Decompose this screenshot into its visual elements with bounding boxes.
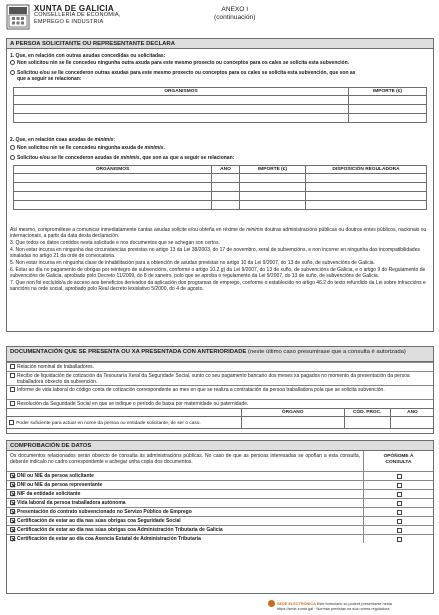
checkbox[interactable] [10,364,15,369]
declaration-item-7: 7. Que non foi excluído/a do acceso aos beneficios derivados da aplicación dos programas de emprego, conforme o establecido no artigo 46.2 do texto refundido da Lei sobre infraccións e sancións na orde social, aprobado polo Real decreto lexislativo 5/2000, do 4 de agosto. [10,280,426,292]
declaration-text [10,227,430,293]
cell-input[interactable] [349,105,427,114]
oppose-checkbox[interactable] [397,474,402,479]
checked-icon [10,518,15,523]
radio-q1-none[interactable] [10,60,15,65]
check-row-vida-laboral: Vida laboral da persoa traballadora autónoma [7,498,433,507]
check-row-dni-representante: DNI ou NIE da persoa representante [7,480,433,489]
cell-input[interactable] [14,201,212,210]
cell-input[interactable] [344,417,390,429]
check-row-contrato: Presentación do contrato subvencionado no Servizo Público de Emprego [7,507,433,516]
checkbox[interactable] [10,401,15,406]
col-importe: IMPORTE (€) [349,88,427,96]
declaration-item-5: 5. Non estar incursa en ningunha clase de inhabilitación para a obtención de axudas previstas no artigo 10 da Lei 9/2007, do 13 de xuño, de subvencións de Galicia. [10,260,375,266]
documentation-section [6,346,434,434]
minimis-aids-table [13,165,427,210]
col-organo: ÓRGANO [241,409,344,417]
question-1: 1. Que, en relación con outras axudas concedidas ou solicitadas: [10,53,166,59]
declaration-title: A PERSOA SOLICITANTE OU REPRESENTANTE DECLARA [7,39,433,49]
cell-input[interactable] [306,174,427,183]
data-check-section [6,440,434,594]
col-disposicion: DISPOSICIÓN REGULADORA [306,166,427,174]
annex-heading [214,6,255,22]
doc-row-liquidacion[interactable]: Recibo de liquidación de cotización da Tesouraría Xeral da Seguridade Social, xunto co seu pagamento bancario dos meses xa pagados no momento da presentación da persoa traballadora obxecto da subvención. [7,371,433,385]
radio-q1-other[interactable] [10,70,15,75]
checked-icon [10,509,15,514]
declaration-section [6,38,434,332]
cell-input[interactable] [240,201,306,210]
checked-icon [10,527,15,532]
col-ano: ANO [390,409,434,417]
oppose-checkbox[interactable] [397,492,402,497]
brand-block [34,5,121,26]
check-row-atriga: Certificación de estar ao día nas súas obrigas coa Administración Tributaria de Galicia [7,525,433,534]
doc-row-nominal[interactable]: Relación nominal de traballadores. [7,362,433,371]
checked-icon [10,500,15,505]
cell-input[interactable] [14,183,212,192]
oppose-checkbox[interactable] [397,519,402,524]
question-2: 2. Que, en relación coas axudas de minimis: [10,137,116,143]
checkbox[interactable] [10,387,15,392]
check-row-dni-solicitante: DNI ou NIE da persoa solicitante [7,471,433,480]
checked-icon [10,536,15,541]
cell-input[interactable] [241,417,344,429]
poder-row[interactable]: Poder suficiente para actuar en nome da persoa ou entidade solicitante, de ser o caso. [6,417,241,429]
cell-input[interactable] [212,174,240,183]
cell-input[interactable] [212,183,240,192]
table-row [14,201,427,210]
doc-row-resolucion[interactable]: Resolución da Seguridade Social en que se indique o período de baixa por maternidade ou paternidade. [7,399,433,408]
checkbox[interactable] [9,420,14,425]
radio-q2-other[interactable] [10,155,15,160]
oppose-checkbox[interactable] [397,537,402,542]
table-row [14,114,427,123]
commitment-paragraph: Así mesmo, comprométese a comunicar inmediatamente cantas axudas solicite e/ou obteña en réxime de minimis doutras administracións públicas ou doutros entes públicos, nacionais ou internacionais, a partir da data desta declaración. [10,227,427,239]
brand-department-1: CONSELLERÍA DE ECONOMÍA, [34,12,121,18]
oppose-checkbox[interactable] [397,510,402,515]
oppose-checkbox[interactable] [397,501,402,506]
cell-input[interactable] [212,201,240,210]
table-row [14,96,427,105]
q2-option-other[interactable]: Solicitou e/ou se lle concederon axudas de minimis, que son as que a seguir se relacionan: [10,155,234,161]
footer: SEDE ELECTRÓNICA Este formulario só poderá presentarse nesta https://sede.xunta.gal · Normas previstas na súa norma reguladora [268,600,434,612]
annex-subtitle: (continuación) [214,14,256,21]
col-organismos: ORGANISMOS [14,166,212,174]
declaration-item-4: 4. Non estar incursa en ningunha das circunstancias previstas no artigo 13 da Lei 38/2003, do 17 de novembro, xeral de subvencións, e non incorrer en ningunha das incompatibilidades sinaladas no artigo 21 da orde de convocatoria. [10,247,420,259]
cell-input[interactable] [212,192,240,201]
check-row-seg-social: Certificación de estar ao día nas súas obrigas coa Seguridade Social [7,516,433,525]
cell-input[interactable] [240,174,306,183]
cell-input[interactable] [14,174,212,183]
seal-icon [268,600,275,607]
header [6,4,434,34]
brand-name: XUNTA DE GALICIA [34,4,114,13]
cell-input[interactable] [306,183,427,192]
cell-input[interactable] [306,201,427,210]
cell-input[interactable] [14,114,349,123]
checkbox[interactable] [10,373,15,378]
data-check-intro: Os documentos relacionados serán obxecto de consulta ás administracións públicas. No caso de que as persoas interesadas se opoñan a esta consulta, deberán indicalo no cadro correspondente e achegar unha copia dos documentos. [10,453,360,465]
cell-input[interactable] [14,105,349,114]
q1-option-other[interactable]: Solicitou e/ou se lle concederon outras axudas para este mesmo proxecto ou conceptos para os cales se solicita esta subvención, que son as [10,70,355,76]
documentation-title: DOCUMENTACIÓN QUE SE PRESENTA OU XA PRESENTADA CON ANTERIORIDADE (neste último caso presumirase que a consulta é autorizada) [7,347,433,362]
col-importe: IMPORTE (€) [240,166,306,174]
cell-input[interactable] [240,183,306,192]
table-row [14,183,427,192]
table-row [14,192,427,201]
cell-input[interactable] [390,417,434,429]
xunta-logo-icon [6,4,30,30]
checked-icon [10,473,15,478]
radio-q2-none[interactable] [10,145,15,150]
declaration-item-3: 3. Que todos os datos contidos nesta solicitude e nos documentos que se achegan son certos. [10,240,220,246]
cell-input[interactable] [349,96,427,105]
table-row [14,174,427,183]
annex-title: ANEXO I [221,6,249,13]
check-row-nif: NIF da entidade solicitante [7,489,433,498]
cell-input[interactable] [14,96,349,105]
column-divider [363,471,364,543]
check-row-aeat: Certificación de estar ao día coa Axencia Estatal de Administración Tributaria [7,534,433,543]
blank-cell [6,409,241,417]
authority-table [6,408,434,429]
cell-input[interactable] [240,192,306,201]
q1-option-none[interactable]: Non solicitou nin se lle concedeu ningunha outra axuda para este mesmo proxecto ou conceptos para os cales se solicita esta subvención. [10,60,349,66]
table-row [14,105,427,114]
checked-icon [10,482,15,487]
cell-input[interactable] [306,192,427,201]
other-aids-table [13,87,427,123]
declaration-item-6: 6. Estar ao día no pagamento de obrigas por reintegro de subvencións, conforme o artigo 10.2.g) da Lei 9/2007, do 13 de xuño, de subvencións de Galicia, e o artigo 9 do Regulamento de subvencións de Galicia, aprobado polo Decreto 11/2009, do 8 de xaneiro, polo que se aproba o regulamento da Lei 9/2007, do 13 de xuño, de subvencións de Galicia. [10,267,426,279]
oppose-column-header: OPÓÑOME Á CONSULTA [363,451,433,471]
doc-row-vida-laboral[interactable]: Informe de vida laboral do código conta de cotización correspondente ao mes en que se realiza a contratación da persoa traballadora pola que se solicita subvención. [7,385,433,399]
oppose-checkbox[interactable] [397,483,402,488]
col-cod-proc: CÓD. PROC. [344,409,390,417]
data-check-title: COMPROBACIÓN DE DATOS [7,441,433,451]
q1-option-other-cont: que a seguir se relacionan: [17,76,82,82]
q2-option-none[interactable]: Non solicitou nin se lle concedeu ningunha axuda de minimis. [10,145,165,151]
cell-input[interactable] [349,114,427,123]
col-ano: ANO [212,166,240,174]
cell-input[interactable] [14,192,212,201]
oppose-checkbox[interactable] [397,528,402,533]
checked-icon [10,491,15,496]
col-organismos: ORGANISMOS [14,88,349,96]
brand-department-2: EMPREGO E INDUSTRIA [34,19,104,25]
table-row [6,417,434,429]
